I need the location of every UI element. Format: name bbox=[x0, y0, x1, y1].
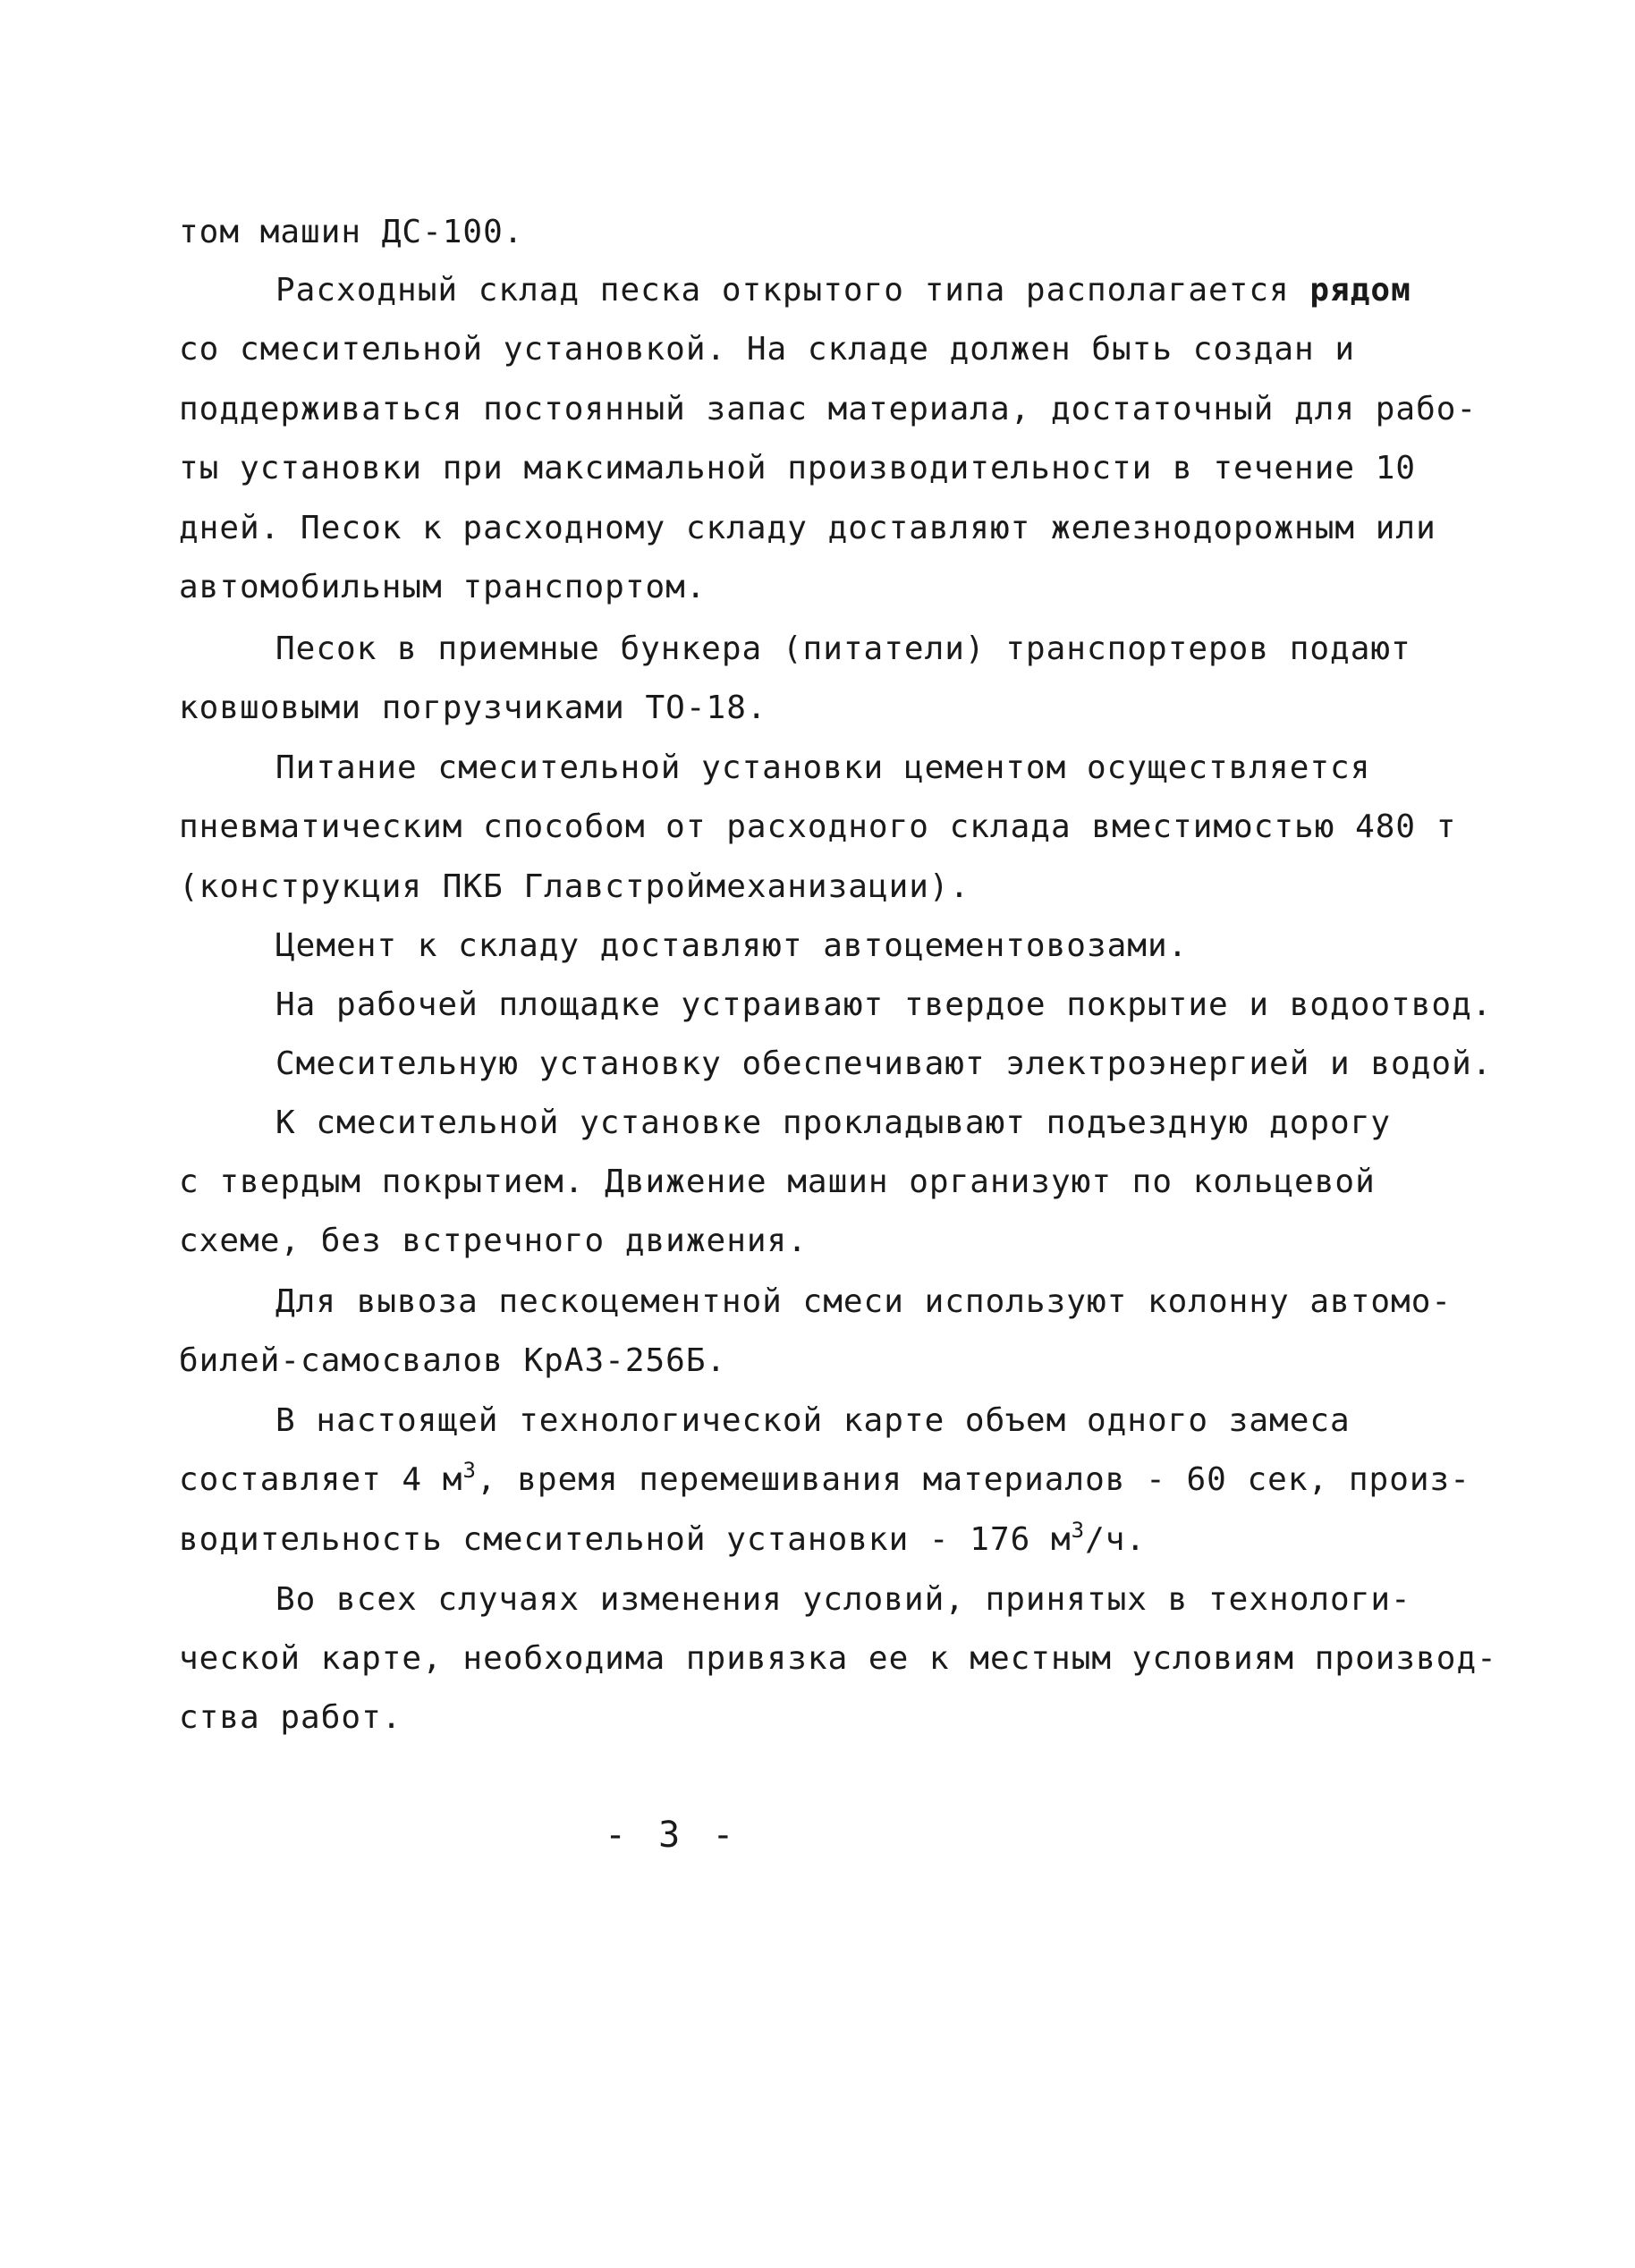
text-span: с твердым покрытием. Движение машин организуют по кольцевой bbox=[179, 1164, 1376, 1200]
text-span: автомобильным транспортом. bbox=[179, 569, 707, 605]
text-span: На рабочей площадке устраивают твердое покрытие и водоотвод. bbox=[275, 986, 1493, 1023]
text-span: схеме, без встречного движения. bbox=[179, 1223, 808, 1259]
text-span: ства работ. bbox=[179, 1699, 402, 1736]
paragraph-start-line bbox=[275, 271, 1411, 310]
paragraph-start-line bbox=[275, 927, 1188, 966]
text-span: Цемент к складу доставляют автоцементовозами. bbox=[275, 927, 1189, 964]
text-span: ческой карте, необходима привязка ее к местным условиям производ- bbox=[179, 1640, 1497, 1677]
text-span: ты установки при максимальной производительности в течение 10 bbox=[179, 450, 1417, 487]
page-number: - 3 - bbox=[605, 1815, 740, 1856]
text-line bbox=[179, 1698, 402, 1738]
paragraph-start-line bbox=[275, 630, 1411, 669]
text-line bbox=[179, 1222, 808, 1261]
text-line bbox=[179, 449, 1416, 488]
text-line bbox=[179, 509, 1436, 548]
text-span: со смесительной установкой. На складе должен быть создан и bbox=[179, 331, 1356, 368]
text-span: Во всех случаях изменения условий, принятых в технологи- bbox=[275, 1581, 1411, 1618]
text-span: К смесительной установке прокладывают подъездную дорогу bbox=[275, 1104, 1392, 1141]
paragraph-start-line bbox=[275, 1401, 1351, 1441]
superscript: 3 bbox=[1071, 1518, 1086, 1543]
text-line bbox=[179, 808, 1456, 847]
text-line bbox=[179, 689, 767, 728]
text-line bbox=[179, 330, 1355, 369]
text-line bbox=[179, 867, 970, 907]
text-line bbox=[179, 213, 523, 252]
text-span-bold: рядом bbox=[1309, 272, 1411, 309]
superscript: 3 bbox=[462, 1458, 477, 1483]
text-line bbox=[179, 390, 1477, 429]
text-span: Питание смесительной установки цементом осуществляется bbox=[275, 749, 1371, 786]
text-span: ковшовыми погрузчиками ТО-18. bbox=[179, 690, 767, 726]
text-line bbox=[179, 1460, 1470, 1500]
text-span: билей-самосвалов КрАЗ-256Б. bbox=[179, 1342, 727, 1379]
text-span: /ч. bbox=[1085, 1521, 1147, 1558]
paragraph-start-line bbox=[275, 1045, 1492, 1084]
text-line bbox=[179, 1163, 1376, 1202]
paragraph-start-line bbox=[275, 986, 1492, 1025]
text-span: составляет 4 м bbox=[179, 1461, 463, 1498]
text-span: том машин ДС-100. bbox=[179, 214, 524, 250]
text-span: поддерживаться постоянный запас материала, достаточный для рабо- bbox=[179, 391, 1478, 427]
text-span: В настоящей технологической карте объем одного замеса bbox=[275, 1402, 1351, 1439]
text-line bbox=[179, 568, 707, 607]
text-span: пневматическим способом от расходного склада вместимостью 480 т bbox=[179, 808, 1457, 845]
text-span: Смесительную установку обеспечивают электроэнергией и водой. bbox=[275, 1045, 1493, 1082]
text-span: , время перемешивания материалов - 60 сек, произ- bbox=[476, 1461, 1470, 1498]
text-line bbox=[179, 1341, 726, 1381]
text-span: Песок в приемные бункера (питатели) транспортеров подают bbox=[275, 630, 1411, 667]
text-span: дней. Песок к расходному складу доставляют железнодорожным или bbox=[179, 510, 1436, 546]
paragraph-start-line bbox=[275, 1282, 1452, 1322]
text-span: Для вывоза пескоцементной смеси используют колонну автомо- bbox=[275, 1283, 1453, 1320]
text-span: (конструкция ПКБ Главстроймеханизации). bbox=[179, 868, 970, 905]
text-line bbox=[179, 1639, 1497, 1679]
paragraph-start-line bbox=[275, 1104, 1391, 1143]
text-span: водительность смесительной установки - 176 м bbox=[179, 1521, 1072, 1558]
paragraph-start-line bbox=[275, 749, 1370, 788]
text-span: Расходный склад песка открытого типа располагается bbox=[275, 272, 1310, 309]
paragraph-start-line bbox=[275, 1580, 1411, 1620]
text-line bbox=[179, 1520, 1146, 1560]
